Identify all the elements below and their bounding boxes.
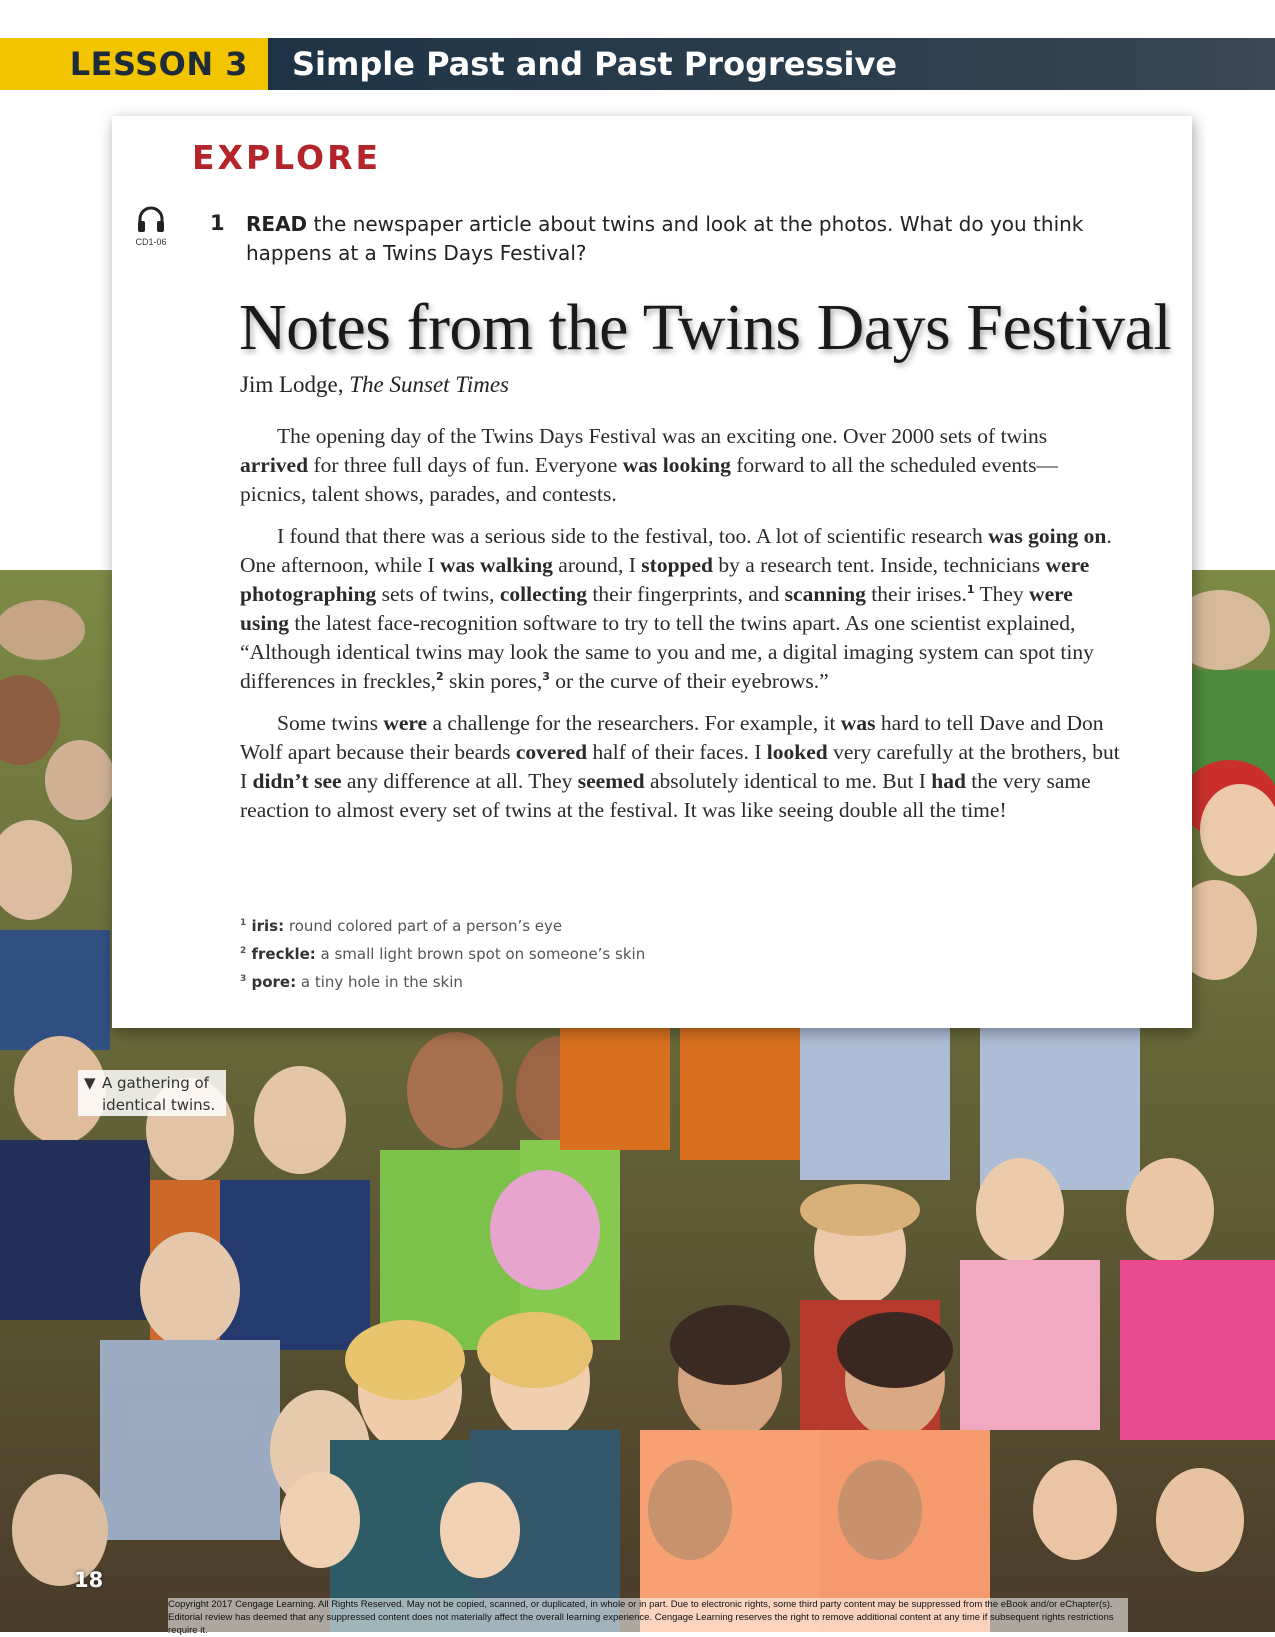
- footnote-marker: 1: [966, 582, 975, 596]
- instruction-rest: the newspaper article about twins and look at the photos. What do you think happens at a Twins Days Festival?: [246, 212, 1084, 265]
- verb-highlight: looked: [766, 740, 828, 764]
- footnote-item: [240, 911, 940, 939]
- text-run: or the curve of their eyebrows.”: [549, 669, 829, 693]
- footnote-marker: 3: [542, 669, 550, 683]
- verb-highlight: covered: [515, 740, 588, 764]
- audio-track[interactable]: [126, 204, 176, 247]
- lesson-header: [0, 38, 1275, 90]
- caption-line-1: A gathering of: [102, 1074, 209, 1092]
- article-author: Jim Lodge,: [240, 372, 344, 397]
- text-run: for three full days of fun. Everyone: [308, 453, 623, 477]
- explore-heading: EXPLORE: [192, 138, 382, 177]
- text-run: hard to tell Dave and Don Wolf apart because their beards: [240, 711, 1104, 764]
- text-run: around, I: [552, 553, 642, 577]
- footnote-number: 3: [240, 974, 247, 984]
- verb-highlight: seemed: [577, 769, 645, 793]
- text-run: by a research tent. Inside, technicians: [713, 553, 1046, 577]
- text-run: skin pores,: [443, 669, 543, 693]
- verb-highlight: were: [383, 711, 428, 735]
- footnote-term: freckle:: [246, 945, 316, 963]
- text-run: half of their faces. I: [587, 740, 767, 764]
- article-paragraph: [240, 422, 1120, 509]
- verb-highlight: was going on: [988, 524, 1107, 548]
- footnote-number: 1: [240, 918, 247, 928]
- page-number: 18: [74, 1568, 104, 1592]
- caption-line-2: identical twins.: [102, 1096, 216, 1114]
- text-run: a challenge for the researchers. For example, it: [427, 711, 841, 735]
- lesson-label: LESSON 3: [0, 38, 268, 90]
- verb-highlight: were using: [240, 582, 1073, 635]
- text-run: Some twins: [277, 711, 384, 735]
- verb-highlight: were photographing: [240, 553, 1090, 606]
- verb-highlight: scanning: [784, 582, 866, 606]
- article-title: Notes from the Twins Days Festival: [239, 291, 1172, 364]
- text-run: very carefully at the brothers, but I: [240, 740, 1120, 793]
- verb-highlight: was walking: [440, 553, 553, 577]
- footnote-item: [240, 967, 940, 995]
- text-run: absolutely identical to me. But I: [644, 769, 932, 793]
- headphones-icon: [136, 204, 166, 234]
- text-run: They: [974, 582, 1030, 606]
- text-run: their irises.: [865, 582, 967, 606]
- audio-code: CD1-06: [135, 237, 167, 247]
- article-byline: [240, 372, 509, 398]
- text-run: the latest face-recognition software to try to tell the twins apart. As one scientist explained, “Although identical twins may look the same to you and me, a digital imaging system can spot tiny differences in freckles,: [240, 611, 1094, 693]
- footnote-definition: round colored part of a person’s eye: [284, 917, 563, 935]
- item-number: 1: [210, 211, 225, 235]
- article-paragraph: [240, 709, 1120, 825]
- text-run: the very same reaction to almost every set of twins at the festival. It was like seeing double all the time!: [240, 769, 1091, 822]
- verb-highlight: arrived: [240, 453, 309, 477]
- article-body: [240, 422, 1120, 838]
- footnote-definition: a small light brown spot on someone’s skin: [315, 945, 646, 963]
- verb-highlight: was: [840, 711, 876, 735]
- verb-highlight: had: [931, 769, 966, 793]
- footnote-item: [240, 939, 940, 967]
- text-run: forward to all the scheduled events—picnics, talent shows, parades, and contests.: [240, 453, 1059, 506]
- article-paragraph: [240, 522, 1120, 696]
- verb-highlight: was looking: [622, 453, 731, 477]
- text-run: their fingerprints, and: [587, 582, 785, 606]
- text-run: any difference at all. They: [341, 769, 578, 793]
- copyright-notice: Copyright 2017 Cengage Learning. All Rights Reserved. May not be copied, scanned, or duplicated, in whole or in part. Due to electronic rights, some third party content may be suppressed from the eBook and/or eChapter(s). Editorial review has deemed that any suppressed content does not materially affect the overall learning experience. Cengage Learning reserves the right to remove additional content at any time if subsequent rights restrictions require it.: [168, 1598, 1128, 1637]
- verb-highlight: stopped: [641, 553, 713, 577]
- caption-triangle-icon: ▼: [84, 1074, 96, 1092]
- text-run: I found that there was a serious side to the festival, too. A lot of scientific research: [277, 524, 989, 548]
- footnote-number: 2: [240, 946, 247, 956]
- article-publication: The Sunset Times: [349, 372, 509, 397]
- text-run: . One afternoon, while I: [240, 524, 1112, 577]
- lesson-title: Simple Past and Past Progressive: [268, 38, 1275, 90]
- footnote-term: pore:: [246, 973, 297, 991]
- article-card: [112, 116, 1192, 1028]
- verb-highlight: didn’t see: [252, 769, 342, 793]
- instruction-keyword: READ: [246, 212, 308, 236]
- text-run: sets of twins,: [376, 582, 500, 606]
- instruction-text: [246, 210, 1146, 268]
- footnote-definition: a tiny hole in the skin: [296, 973, 463, 991]
- text-run: The opening day of the Twins Days Festival was an exciting one. Over 2000 sets of twins: [277, 424, 1048, 448]
- footnote-marker: 2: [436, 669, 444, 683]
- footnote-term: iris:: [246, 917, 285, 935]
- footnotes: [240, 911, 940, 995]
- photo-caption: [78, 1070, 226, 1116]
- verb-highlight: collecting: [499, 582, 588, 606]
